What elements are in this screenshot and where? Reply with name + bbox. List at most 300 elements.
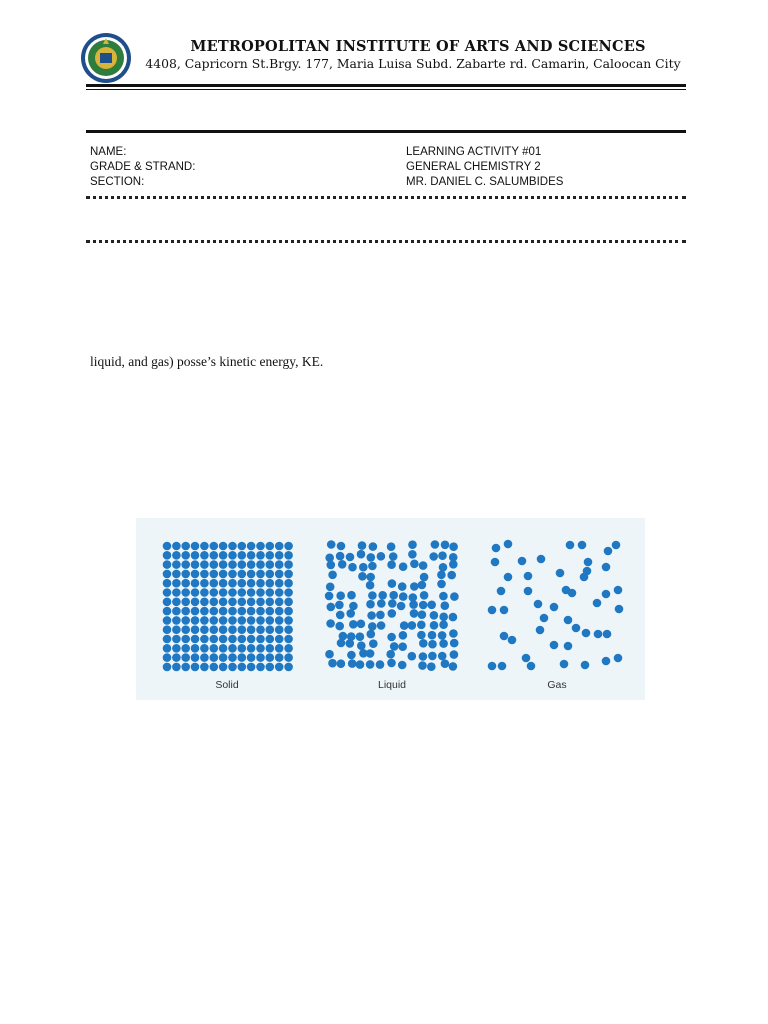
gas-particle xyxy=(584,558,593,567)
solid-particle xyxy=(210,616,219,625)
liquid-particle xyxy=(409,600,418,609)
gas-particle xyxy=(550,603,559,612)
liquid-particle xyxy=(357,641,366,650)
liquid-particle xyxy=(408,550,417,559)
liquid-particle xyxy=(439,613,448,622)
liquid-particle xyxy=(336,591,345,600)
gas-particle xyxy=(564,642,573,651)
solid-particle xyxy=(210,579,219,588)
solid-particle xyxy=(200,653,209,662)
liquid-particle xyxy=(377,552,386,561)
gas-particle xyxy=(518,557,527,566)
liquid-particle xyxy=(359,563,368,572)
liquid-particle xyxy=(449,542,458,551)
solid-particle xyxy=(238,616,247,625)
solid-particle xyxy=(172,551,181,560)
liquid-particle xyxy=(408,652,417,661)
info-top-rule xyxy=(86,130,686,133)
liquid-particle xyxy=(408,540,417,549)
solid-particle xyxy=(200,551,209,560)
liquid-particle xyxy=(420,573,429,582)
gas-particle xyxy=(593,599,602,608)
liquid-particle xyxy=(367,630,376,639)
solid-particle xyxy=(256,588,265,597)
school-address: 4408, Capricorn St.Brgy. 177, Maria Luisa Subd. Zabarte rd. Camarin, Caloocan City xyxy=(145,56,681,71)
solid-particle xyxy=(275,598,284,607)
liquid-particle xyxy=(449,629,458,638)
dotted-divider xyxy=(86,196,686,199)
liquid-particle xyxy=(419,601,428,610)
solid-particle xyxy=(228,644,237,653)
solid-particle xyxy=(266,570,275,579)
solid-particle xyxy=(275,653,284,662)
gas-particle xyxy=(612,541,621,550)
solid-particle xyxy=(181,644,190,653)
solid-particle xyxy=(256,598,265,607)
solid-particle xyxy=(181,635,190,644)
gas-particle xyxy=(534,600,543,609)
solid-particle xyxy=(266,625,275,634)
gas-particle xyxy=(578,541,587,550)
liquid-particle xyxy=(418,610,427,619)
liquid-particle xyxy=(400,621,409,630)
solid-particle xyxy=(219,635,228,644)
solid-particle xyxy=(238,579,247,588)
solid-particle xyxy=(284,616,293,625)
solid-particle xyxy=(172,635,181,644)
solid-particle xyxy=(200,570,209,579)
grade-strand-label: GRADE & STRAND: xyxy=(90,161,196,173)
solid-particle xyxy=(228,607,237,616)
solid-particle xyxy=(247,560,256,569)
liquid-particle xyxy=(439,639,448,648)
solid-particle xyxy=(228,570,237,579)
solid-particle xyxy=(228,598,237,607)
solid-particle xyxy=(219,579,228,588)
liquid-particle xyxy=(419,639,428,648)
solid-particle xyxy=(172,644,181,653)
liquid-particle xyxy=(358,541,367,550)
solid-particle xyxy=(284,653,293,662)
solid-particle xyxy=(163,560,172,569)
liquid-particle xyxy=(327,561,336,570)
liquid-particle xyxy=(368,591,377,600)
solid-particle xyxy=(181,598,190,607)
liquid-particle xyxy=(335,622,344,631)
solid-particle xyxy=(163,579,172,588)
solid-particle xyxy=(210,560,219,569)
solid-particle xyxy=(163,551,172,560)
solid-particle xyxy=(275,560,284,569)
liquid-particle xyxy=(378,591,387,600)
solid-particle xyxy=(284,560,293,569)
solid-particle xyxy=(191,663,200,672)
liquid-particle xyxy=(337,542,346,551)
gas-particle xyxy=(522,654,531,663)
liquid-particle xyxy=(418,661,427,670)
header-divider xyxy=(86,84,686,87)
gas-particle xyxy=(508,636,517,645)
solid-particle xyxy=(266,551,275,560)
liquid-particle xyxy=(389,591,398,600)
solid-particle xyxy=(163,644,172,653)
solid-particle xyxy=(163,653,172,662)
liquid-particle xyxy=(326,583,335,592)
solid-particle xyxy=(266,616,275,625)
solid-particle xyxy=(247,598,256,607)
solid-particle xyxy=(266,598,275,607)
solid-particle xyxy=(181,551,190,560)
liquid-particle xyxy=(366,573,375,582)
gas-particle xyxy=(560,660,569,669)
solid-particle xyxy=(210,598,219,607)
solid-particle xyxy=(181,542,190,551)
solid-particle xyxy=(200,644,209,653)
solid-particle xyxy=(247,551,256,560)
liquid-particle xyxy=(428,652,437,661)
liquid-particle xyxy=(438,631,447,640)
liquid-particle xyxy=(399,631,408,640)
gas-particle xyxy=(536,626,545,635)
solid-particle xyxy=(181,570,190,579)
liquid-particle xyxy=(437,571,446,580)
liquid-particle xyxy=(376,611,385,620)
gas-particle xyxy=(566,541,575,550)
solid-particle xyxy=(275,588,284,597)
liquid-particle xyxy=(346,639,355,648)
solid-particle xyxy=(266,635,275,644)
liquid-particle xyxy=(431,540,440,549)
liquid-particle xyxy=(438,652,447,661)
solid-particle xyxy=(247,625,256,634)
liquid-particle xyxy=(441,541,450,550)
solid-particle xyxy=(210,607,219,616)
liquid-particle xyxy=(417,621,426,630)
liquid-particle xyxy=(447,571,456,580)
solid-particle xyxy=(163,616,172,625)
liquid-particle xyxy=(377,599,386,608)
solid-particle xyxy=(238,607,247,616)
liquid-particle xyxy=(441,601,450,610)
solid-particle xyxy=(275,570,284,579)
states-of-matter-figure xyxy=(136,518,645,700)
liquid-particle xyxy=(357,620,366,629)
liquid-particle xyxy=(408,621,417,630)
solid-particle xyxy=(219,625,228,634)
solid-particle xyxy=(247,588,256,597)
liquid-particle xyxy=(328,571,337,580)
solid-particle xyxy=(228,653,237,662)
solid-particle xyxy=(266,588,275,597)
solid-particle xyxy=(219,653,228,662)
solid-particle xyxy=(247,653,256,662)
gas-particle xyxy=(504,573,513,582)
solid-particle xyxy=(219,588,228,597)
solid-particle xyxy=(275,644,284,653)
gas-particle xyxy=(602,563,611,572)
solid-particle xyxy=(172,607,181,616)
school-name: METROPOLITAN INSTITUTE OF ARTS AND SCIENCES xyxy=(190,38,646,55)
solid-particle xyxy=(210,588,219,597)
solid-particle xyxy=(238,542,247,551)
solid-particle xyxy=(238,663,247,672)
solid-particle xyxy=(191,607,200,616)
liquid-particle xyxy=(388,599,397,608)
solid-particle xyxy=(200,616,209,625)
liquid-particle xyxy=(338,560,347,569)
liquid-particle xyxy=(347,651,356,660)
liquid-particle xyxy=(441,659,450,668)
solid-particle xyxy=(228,560,237,569)
liquid-particle xyxy=(449,560,458,569)
solid-particle xyxy=(275,616,284,625)
liquid-particle xyxy=(427,601,436,610)
liquid-particle xyxy=(366,581,375,590)
liquid-particle xyxy=(430,611,439,620)
liquid-particle xyxy=(449,662,458,671)
solid-particle xyxy=(219,663,228,672)
liquid-particle xyxy=(398,582,407,591)
solid-particle xyxy=(210,653,219,662)
solid-particle xyxy=(191,588,200,597)
liquid-particle xyxy=(327,540,336,549)
solid-particle xyxy=(200,588,209,597)
gas-particle xyxy=(524,587,533,596)
solid-particle xyxy=(172,653,181,662)
liquid-particle xyxy=(366,649,375,658)
liquid-particle xyxy=(410,560,419,569)
solid-particle xyxy=(256,570,265,579)
solid-particle xyxy=(284,607,293,616)
name-label: NAME: xyxy=(90,146,127,158)
liquid-particle xyxy=(326,619,335,628)
solid-particle xyxy=(247,570,256,579)
solid-particle xyxy=(256,644,265,653)
solid-particle xyxy=(219,616,228,625)
solid-particle xyxy=(163,663,172,672)
activity-info xyxy=(406,145,563,190)
solid-particle xyxy=(181,625,190,634)
solid-particle xyxy=(191,542,200,551)
gas-particle xyxy=(492,544,501,553)
solid-particle xyxy=(228,625,237,634)
solid-particle xyxy=(284,644,293,653)
liquid-particle xyxy=(450,650,459,659)
gas-particle xyxy=(500,632,509,641)
liquid-particle xyxy=(327,603,336,612)
solid-particle xyxy=(238,635,247,644)
solid-particle xyxy=(191,653,200,662)
solid-particle xyxy=(247,616,256,625)
liquid-particle xyxy=(346,609,355,618)
gas-particle xyxy=(582,629,591,638)
gas-particle xyxy=(540,614,549,623)
solid-particle xyxy=(228,551,237,560)
liquid-particle xyxy=(439,592,448,601)
liquid-particle xyxy=(438,551,447,560)
liquid-particle xyxy=(328,659,337,668)
liquid-particle xyxy=(410,582,419,591)
solid-particle xyxy=(181,579,190,588)
liquid-particle xyxy=(368,622,377,631)
liquid-particle xyxy=(386,650,395,659)
solid-particle xyxy=(163,542,172,551)
solid-particle xyxy=(181,653,190,662)
solid-particle xyxy=(191,560,200,569)
liquid-particle xyxy=(357,550,366,559)
liquid-particle xyxy=(337,639,346,648)
liquid-particle xyxy=(358,572,367,581)
gas-particle xyxy=(497,587,506,596)
liquid-particle xyxy=(367,553,376,562)
solid-particle xyxy=(163,598,172,607)
solid-particle xyxy=(238,588,247,597)
solid-particle xyxy=(247,663,256,672)
gas-particle xyxy=(581,661,590,670)
solid-particle xyxy=(284,635,293,644)
solid-particle xyxy=(200,607,209,616)
gas-particle xyxy=(550,641,559,650)
solid-particle xyxy=(256,616,265,625)
solid-particle xyxy=(210,551,219,560)
solid-particle xyxy=(284,551,293,560)
teacher-name: MR. DANIEL C. SALUMBIDES xyxy=(406,176,564,188)
gas-particle xyxy=(524,572,533,581)
solid-particle xyxy=(172,542,181,551)
solid-particle xyxy=(200,560,209,569)
solid-particle xyxy=(284,625,293,634)
solid-particle xyxy=(172,579,181,588)
solid-particle xyxy=(238,653,247,662)
solid-particle xyxy=(238,598,247,607)
solid-particle xyxy=(210,635,219,644)
liquid-particle xyxy=(419,561,428,570)
solid-particle xyxy=(210,644,219,653)
solid-particle xyxy=(275,579,284,588)
solid-particle xyxy=(163,570,172,579)
liquid-particle xyxy=(428,640,437,649)
solid-particle xyxy=(219,570,228,579)
solid-particle xyxy=(163,625,172,634)
liquid-particle xyxy=(437,580,446,589)
solid-particle xyxy=(266,579,275,588)
liquid-particle xyxy=(366,660,375,669)
solid-particle xyxy=(172,560,181,569)
gas-particle xyxy=(488,662,497,671)
gas-particle xyxy=(603,630,612,639)
solid-particle xyxy=(284,588,293,597)
solid-particle xyxy=(247,644,256,653)
solid-particle xyxy=(256,653,265,662)
solid-particle xyxy=(238,560,247,569)
solid-particle xyxy=(210,663,219,672)
gas-particle xyxy=(602,590,611,599)
solid-particle xyxy=(238,625,247,634)
solid-particle xyxy=(172,616,181,625)
solid-particle xyxy=(256,625,265,634)
liquid-particle xyxy=(337,659,346,668)
liquid-particle xyxy=(439,563,448,572)
liquid-particle xyxy=(399,592,408,601)
solid-particle xyxy=(266,644,275,653)
liquid-particle xyxy=(387,633,396,642)
liquid-particle xyxy=(325,592,334,601)
solid-particle xyxy=(228,542,237,551)
solid-particle xyxy=(200,598,209,607)
liquid-particle xyxy=(376,660,385,669)
body-paragraph: liquid, and gas) posse’s kinetic energy, KE. xyxy=(90,354,324,369)
solid-label: Solid xyxy=(215,679,239,691)
liquid-particle xyxy=(450,639,459,648)
letterhead xyxy=(78,30,688,86)
gas-particle xyxy=(498,662,507,671)
solid-particle xyxy=(219,607,228,616)
gas-particle xyxy=(572,624,581,633)
gas-particle xyxy=(568,589,577,598)
solid-particle xyxy=(200,625,209,634)
gas-particle xyxy=(564,616,573,625)
section-label: SECTION: xyxy=(90,176,145,188)
liquid-particle xyxy=(417,631,426,640)
solid-particle xyxy=(284,663,293,672)
solid-particle xyxy=(266,542,275,551)
solid-particle xyxy=(256,663,265,672)
activity-title: LEARNING ACTIVITY #01 xyxy=(406,146,542,158)
liquid-particle xyxy=(430,621,439,630)
solid-particle xyxy=(181,663,190,672)
solid-particle xyxy=(219,598,228,607)
liquid-particle xyxy=(388,579,397,588)
student-info-fields xyxy=(90,145,195,190)
solid-particle xyxy=(191,625,200,634)
solid-particle xyxy=(228,579,237,588)
solid-particle xyxy=(247,607,256,616)
liquid-particle xyxy=(389,552,398,561)
liquid-particle xyxy=(356,660,365,669)
gas-particle xyxy=(500,606,509,615)
gas-particle xyxy=(604,547,613,556)
liquid-particle xyxy=(369,639,378,648)
liquid-particle xyxy=(369,542,378,551)
liquid-particle xyxy=(428,631,437,640)
solid-particle xyxy=(200,663,209,672)
solid-particle xyxy=(256,542,265,551)
solid-particle xyxy=(256,551,265,560)
liquid-particle xyxy=(398,661,407,670)
solid-particle xyxy=(247,579,256,588)
solid-particle xyxy=(219,560,228,569)
liquid-label: Liquid xyxy=(377,679,407,691)
solid-particle xyxy=(219,551,228,560)
solid-particle xyxy=(228,635,237,644)
liquid-particle xyxy=(336,552,345,561)
solid-particle xyxy=(247,635,256,644)
solid-particle xyxy=(191,616,200,625)
liquid-particle xyxy=(410,609,419,618)
solid-particle xyxy=(181,588,190,597)
solid-particle xyxy=(266,663,275,672)
solid-particle xyxy=(238,644,247,653)
gas-particle xyxy=(504,540,513,549)
gas-particle xyxy=(491,558,500,567)
liquid-particle xyxy=(377,621,386,630)
liquid-particle xyxy=(349,602,358,611)
solid-particle xyxy=(247,542,256,551)
solid-particle xyxy=(256,635,265,644)
liquid-particle xyxy=(367,611,376,620)
solid-particle xyxy=(219,542,228,551)
gas-particle xyxy=(537,555,546,564)
